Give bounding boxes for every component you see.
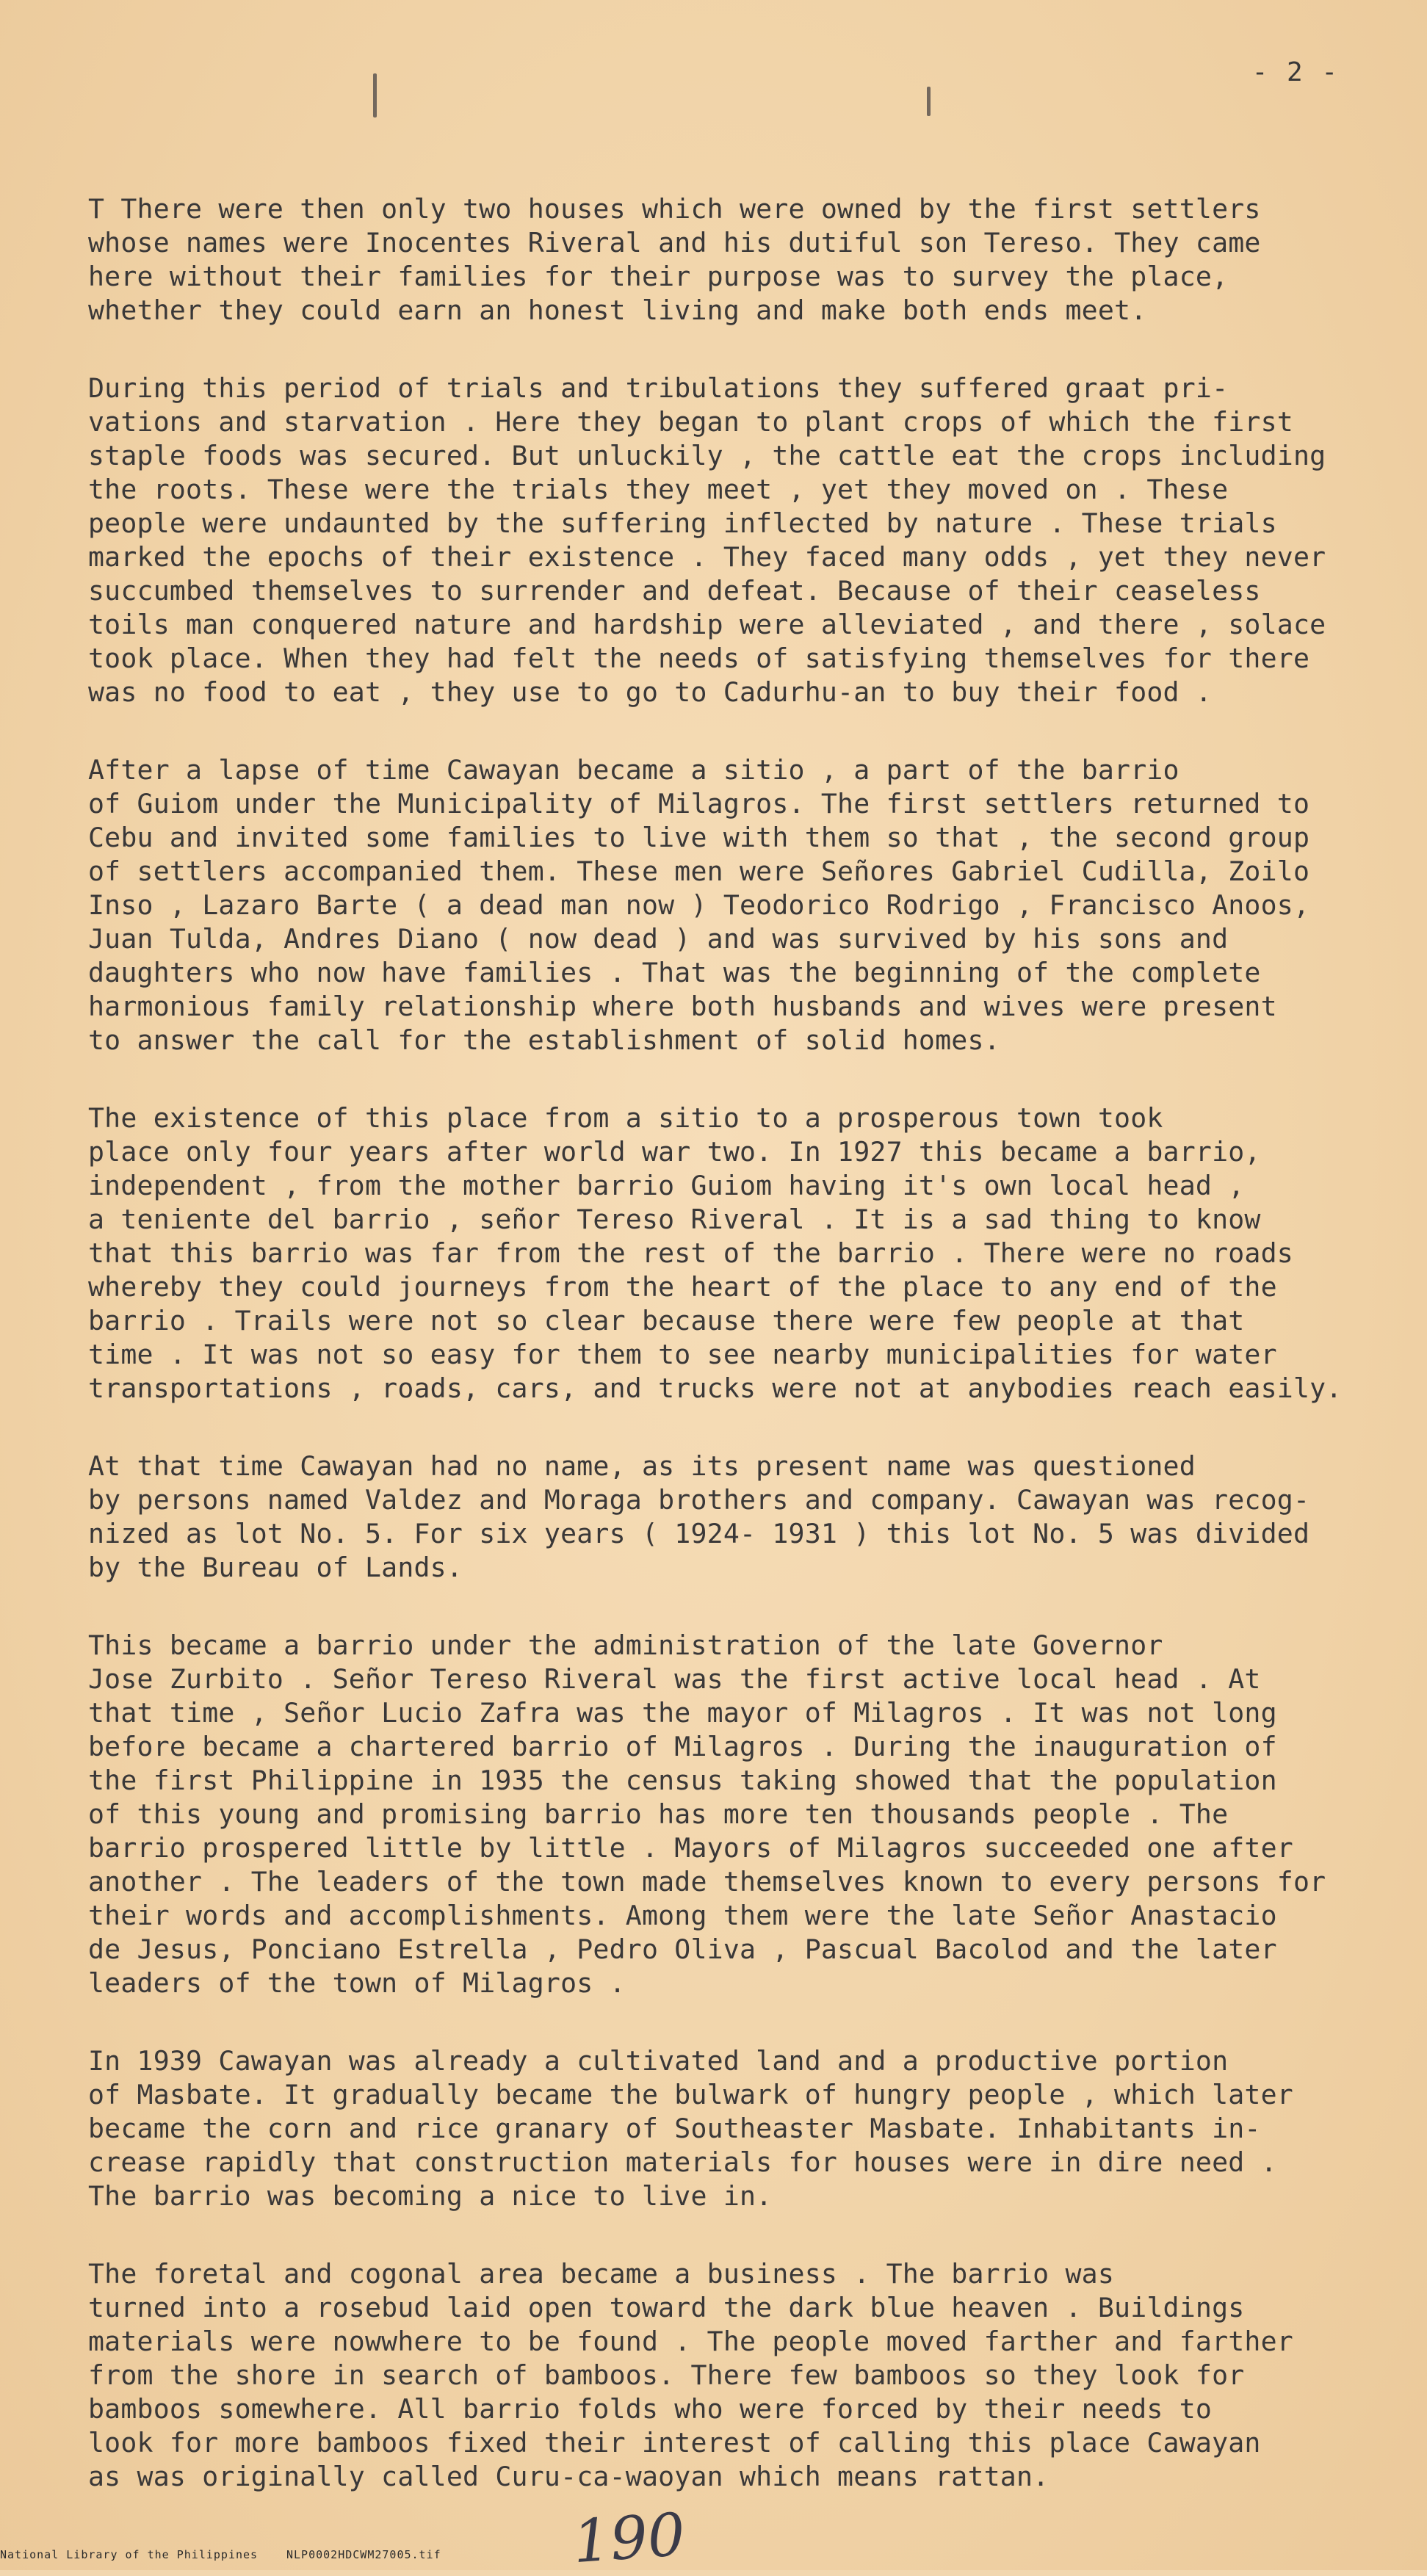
punch-mark (927, 87, 931, 116)
file-name: NLP0002HDCWM27005.tif (286, 2548, 441, 2561)
page-number: - 2 - (1251, 57, 1339, 87)
paragraph-6: This became a barrio under the administration of the late Governor Jose Zurbito . Señor Tereso Riveral was the first active local head . At that time , Señor Lucio Zafra was the mayor of Milagros . It was not long before became a chartered barrio of Milagros . During the inauguration of the first Philippine in 1935 the census taking showed that the population of this young and promising barrio has more ten thousands people . The barrio prospered little by little . Mayors of Milagros succeeded one after another . The leaders of the town made themselves known to every persons for their words and accomplishments. Among them were the late Señor Anastacio de Jesus, Ponciano Estrella , Pedro Oliva , Pascual Bacolod and the later leaders of the town of Milagros . (88, 1629, 1326, 1999)
paragraph-1: T There were then only two houses which were owned by the first settlers whose names were Inocentes Riveral and his dutiful son Tereso. They came here without their families for their purpose was to survey the place, whether they could earn an honest living and make both ends meet. (88, 193, 1261, 326)
punch-mark (373, 73, 377, 117)
paragraph-4: The existence of this place from a sitio to a prosperous town took place only four years after world war two. In 1927 this became a barrio, independent , from the mother barrio Guiom having it's own local head , a teniente del barrio , señor Tereso Riveral . It is a sad thing to know that this barrio was far from the rest of the barrio . There were no roads whereby they could journeys from the heart of the place to any end of the barrio . Trails were not so clear because there were few people at that time . It was not so easy for them to see nearby municipalities for water transportations , roads, cars, and trucks were not at anybodies reach easily. (88, 1102, 1343, 1404)
paragraph-5: At that time Cawayan had no name, as its present name was questioned by persons named Valdez and Moraga brothers and company. Cawayan was recog- nized as lot No. 5. For six years ( 1924- 1931 ) this lot No. 5 was divided by the Bureau of Lands. (88, 1450, 1310, 1583)
paragraph-3: After a lapse of time Cawayan became a sitio , a part of the barrio of Guiom under the Municipality of Milagros. The first settlers returned to Cebu and invited some families to live with them so that , the second group of settlers accompanied them. These men were Señores Gabriel Cudilla, Zoilo Inso , Lazaro Barte ( a dead man now ) Teodorico Rodrigo , Francisco Anoos, Juan Tulda, Andres Diano ( now dead ) and was survived by his sons and daughters who now have families . That was the beginning of the complete harmonious family relationship where both husbands and wives were present to answer the call for the establishment of solid homes. (88, 754, 1310, 1056)
paragraph-7: In 1939 Cawayan was already a cultivated land and a productive portion of Masbate. It gradually became the bulwark of hungry people , which later became the corn and rice granary of Southeaster Masbate. Inhabitants in- crease rapidly that construction materials for houses were in dire need . The barrio was becoming a nice to live in. (88, 2045, 1293, 2212)
document-body (88, 192, 1381, 2538)
scan-footer (0, 2548, 441, 2561)
library-credit: National Library of the Philippines (0, 2548, 259, 2561)
paragraph-8: The foretal and cogonal area became a business . The barrio was turned into a rosebud laid open toward the dark blue heaven . Buildings materials were nowwhere to be found . The people moved farther and farther from the shore in search of bamboos. There few bamboos so they look for bamboos somewhere. All barrio folds who were forced by their needs to look for more bamboos fixed their interest of calling this place Cawayan as was originally called Curu-ca-waoyan which means rattan. (88, 2258, 1293, 2492)
handwritten-annotation: 190 (570, 2500, 687, 2576)
paragraph-2: During this period of trials and tribulations they suffered graat pri- vations and starvation . Here they began to plant crops of which the first staple foods was secured. But unluckily , the cattle eat the crops including the roots. These were the trials they meet , yet they moved on . These people were undaunted by the suffering inflected by nature . These trials marked the epochs of their existence . They faced many odds , yet they never succumbed themselves to surrender and defeat. Because of their ceaseless toils man conquered nature and hardship were alleviated , and there , solace took place. When they had felt the needs of satisfying themselves for there was no food to eat , they use to go to Cadurhu-an to buy their food . (88, 372, 1326, 708)
